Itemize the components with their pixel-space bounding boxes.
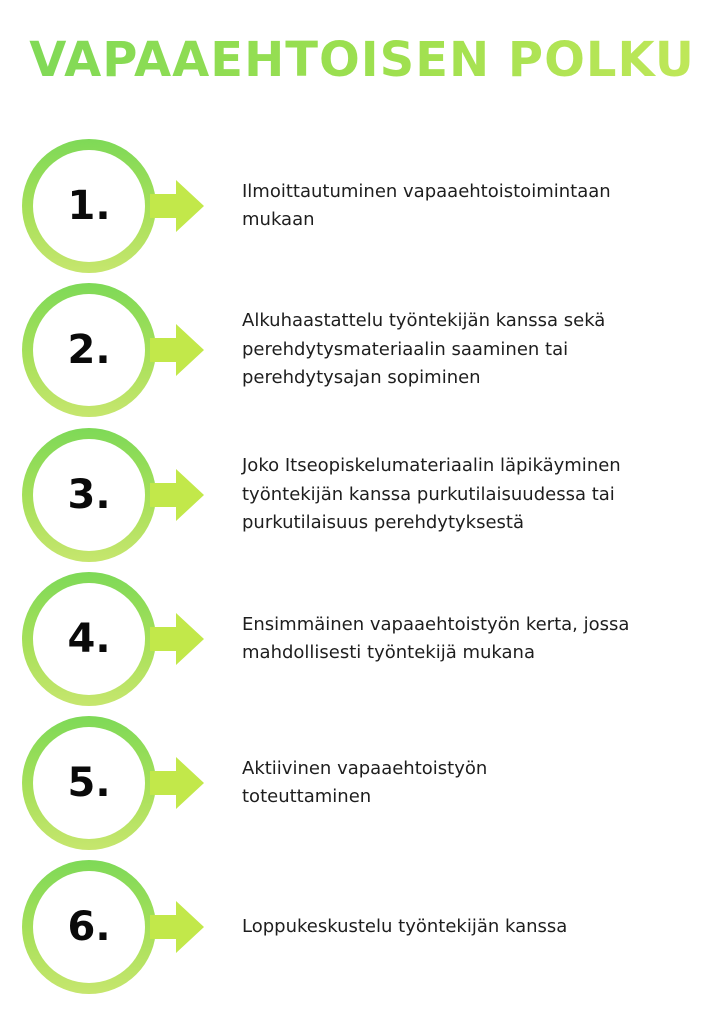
page-title: VAPAAEHTOISEN POLKU — [0, 28, 724, 92]
step-3 — [0, 428, 724, 562]
arrow-right-icon — [150, 757, 204, 809]
step-number: 6. — [67, 904, 111, 950]
step-text: Joko Itseopiskelumateriaalin läpikäyminen työntekijän kanssa purkutilaisuudessa tai purkutilaisuus perehdytyksestä — [242, 455, 621, 534]
step-6 — [0, 860, 724, 994]
arrow-right-icon — [150, 613, 204, 665]
step-number: 2. — [67, 327, 111, 373]
step-text: Ensimmäinen vapaaehtoistyön kerta, jossa mahdollisesti työntekijä mukana — [242, 613, 630, 663]
arrow-right-icon — [150, 901, 204, 953]
arrow-right-icon — [150, 469, 204, 521]
step-5 — [0, 716, 724, 850]
step-text: Ilmoittautuminen vapaaehtoistoimintaan mukaan — [242, 180, 611, 230]
step-circle — [22, 572, 156, 706]
step-number: 1. — [67, 183, 111, 229]
step-2 — [0, 283, 724, 417]
arrow-right-icon — [150, 324, 204, 376]
step-circle — [22, 860, 156, 994]
arrow-right-icon — [150, 180, 204, 232]
step-1 — [0, 139, 724, 273]
step-number: 4. — [67, 616, 111, 662]
step-circle — [22, 716, 156, 850]
step-number: 3. — [67, 472, 111, 518]
step-text: Loppukeskustelu työntekijän kanssa — [242, 915, 568, 937]
step-number: 5. — [67, 760, 111, 806]
step-text: Aktiivinen vapaaehtoistyön toteuttaminen — [242, 757, 488, 807]
step-circle — [22, 139, 156, 273]
step-circle — [22, 283, 156, 417]
step-4 — [0, 572, 724, 706]
step-circle — [22, 428, 156, 562]
step-text: Alkuhaastattelu työntekijän kanssa sekä perehdytysmateriaalin saaminen tai perehdytysajan sopiminen — [242, 310, 606, 389]
